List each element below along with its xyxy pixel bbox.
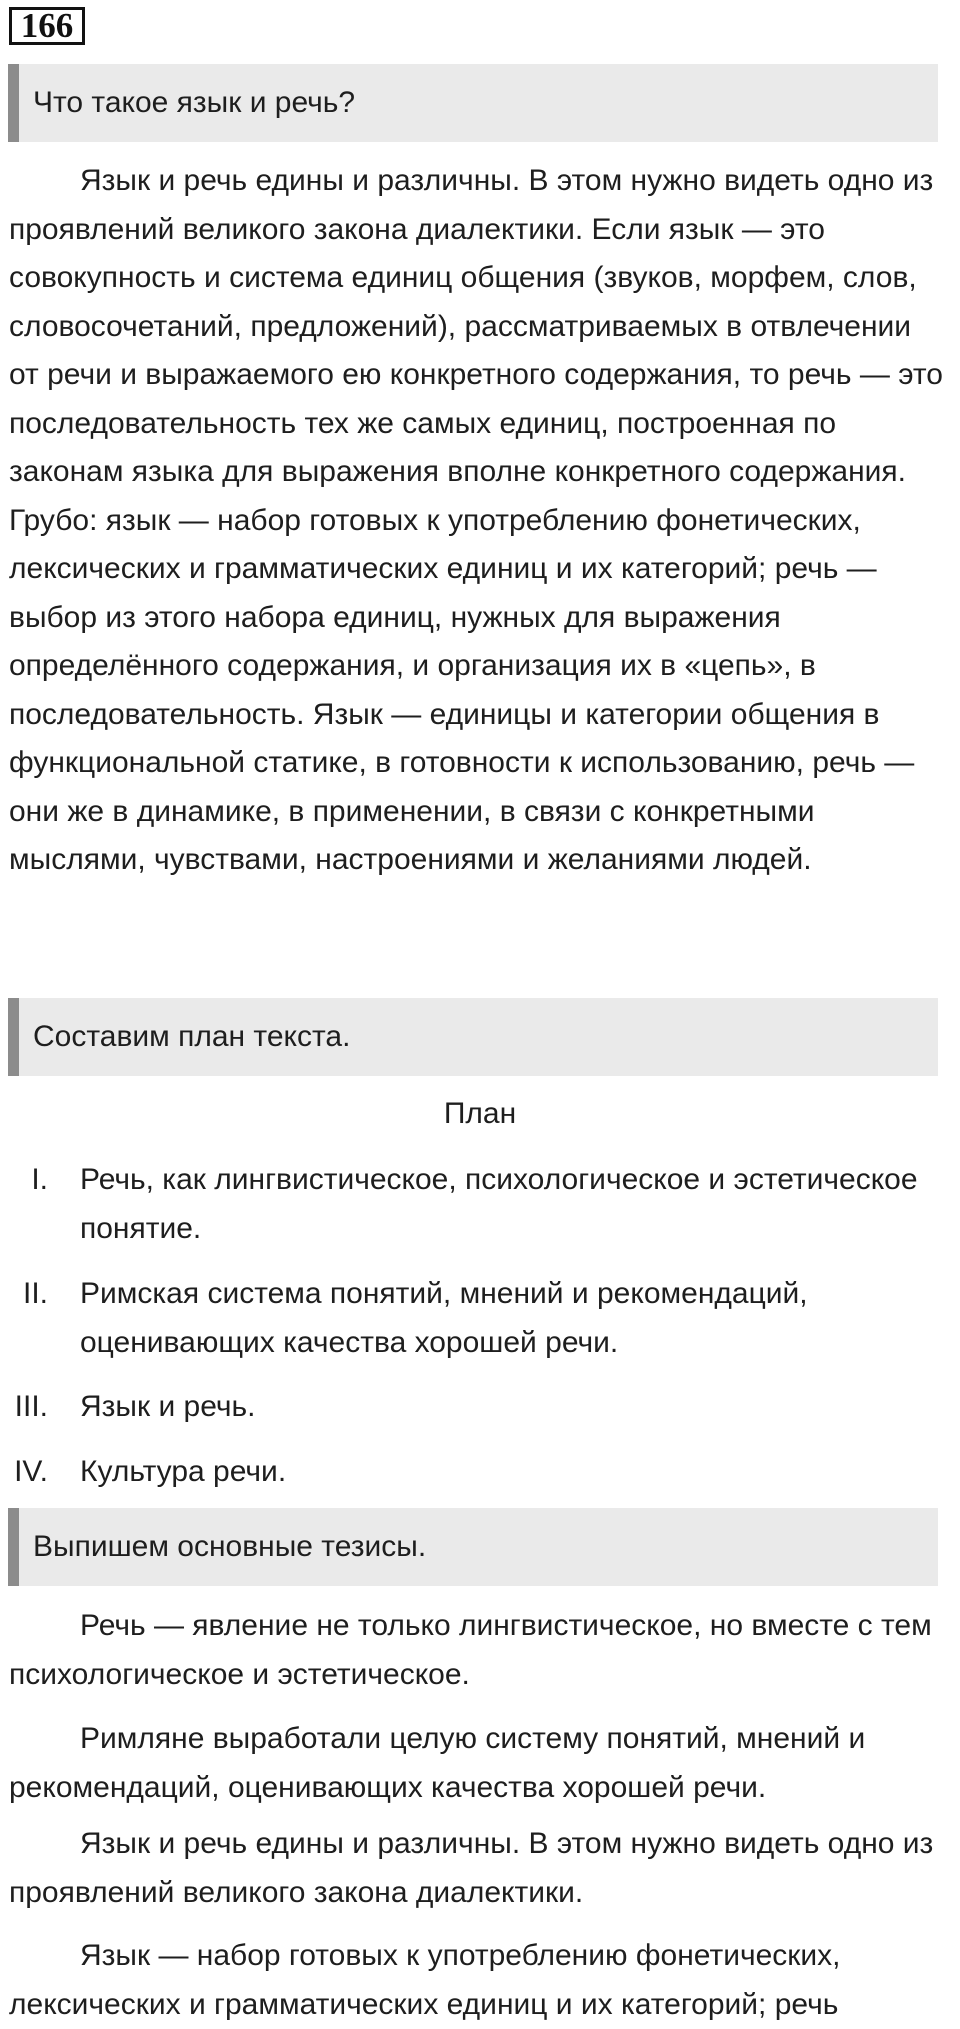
question-bar-text: Что такое язык и речь?	[33, 86, 356, 119]
plan-title	[0, 1090, 960, 1138]
plan-item-numeral: IV.	[14, 1455, 48, 1488]
thesis-paragraph: Речь — явление не только лингвистическое, но вместе с тем психологическое и эстетическое.	[9, 1609, 932, 1691]
plan-item-numeral: I.	[31, 1163, 48, 1196]
thesis-paragraph: Римляне выработали целую систему понятий, мнений и рекомендаций, оценивающих качества хорошей речи.	[9, 1722, 866, 1804]
plan-bar-text: Составим план текста.	[33, 1020, 351, 1053]
theses-bar	[8, 1508, 938, 1586]
plan-item-text: Римская система понятий, мнений и рекомендаций, оценивающих качества хорошей речи.	[80, 1277, 808, 1359]
plan-item-text: Язык и речь.	[80, 1390, 256, 1423]
plan-item-text: Культура речи.	[80, 1455, 287, 1488]
plan-item-text: Речь, как лингвистическое, психологическое и эстетическое понятие.	[80, 1163, 918, 1245]
answer-paragraph: Язык и речь едины и различны. В этом нужно видеть одно из проявлений великого закона диалектики. Если язык — это совокупность и система единиц общения (звуков, морфем, слов, словосочетаний, предложений), рассматриваемых в отвлечении от речи и выражаемого ею конкретного содержания, то речь — это последовательность тех же самых единиц, построенная по законам языка для выражения вполне конкретного содержания. Грубо: язык — набор готовых к употреблению фонетических, лексических и грамматических единиц и их категорий; речь — выбор из этого набора единиц, нужных для выражения определённого содержания, и организация их в «цепь», в последовательность. Язык — единицы и категории общения в функциональной статике, в готовности к использованию, речь — они же в динамике, в применении, в связи с конкретными мыслями, чувствами, настроениями и желаниями людей.	[9, 164, 943, 876]
question-bar	[8, 64, 938, 142]
thesis-paragraph: Язык — набор готовых к употреблению фонетических, лексических и грамматических единиц и их категорий; речь	[9, 1939, 841, 2021]
plan-title-text: План	[443, 1097, 517, 1130]
plan-item-numeral: II.	[22, 1277, 48, 1310]
plan-item-numeral: III.	[14, 1390, 48, 1423]
plan-bar	[8, 998, 938, 1076]
thesis-paragraph: Язык и речь едины и различны. В этом нужно видеть одно из проявлений великого закона диалектики.	[9, 1827, 934, 1909]
theses-bar-text: Выпишем основные тезисы.	[33, 1530, 427, 1563]
task-number-box: 166	[9, 7, 85, 45]
